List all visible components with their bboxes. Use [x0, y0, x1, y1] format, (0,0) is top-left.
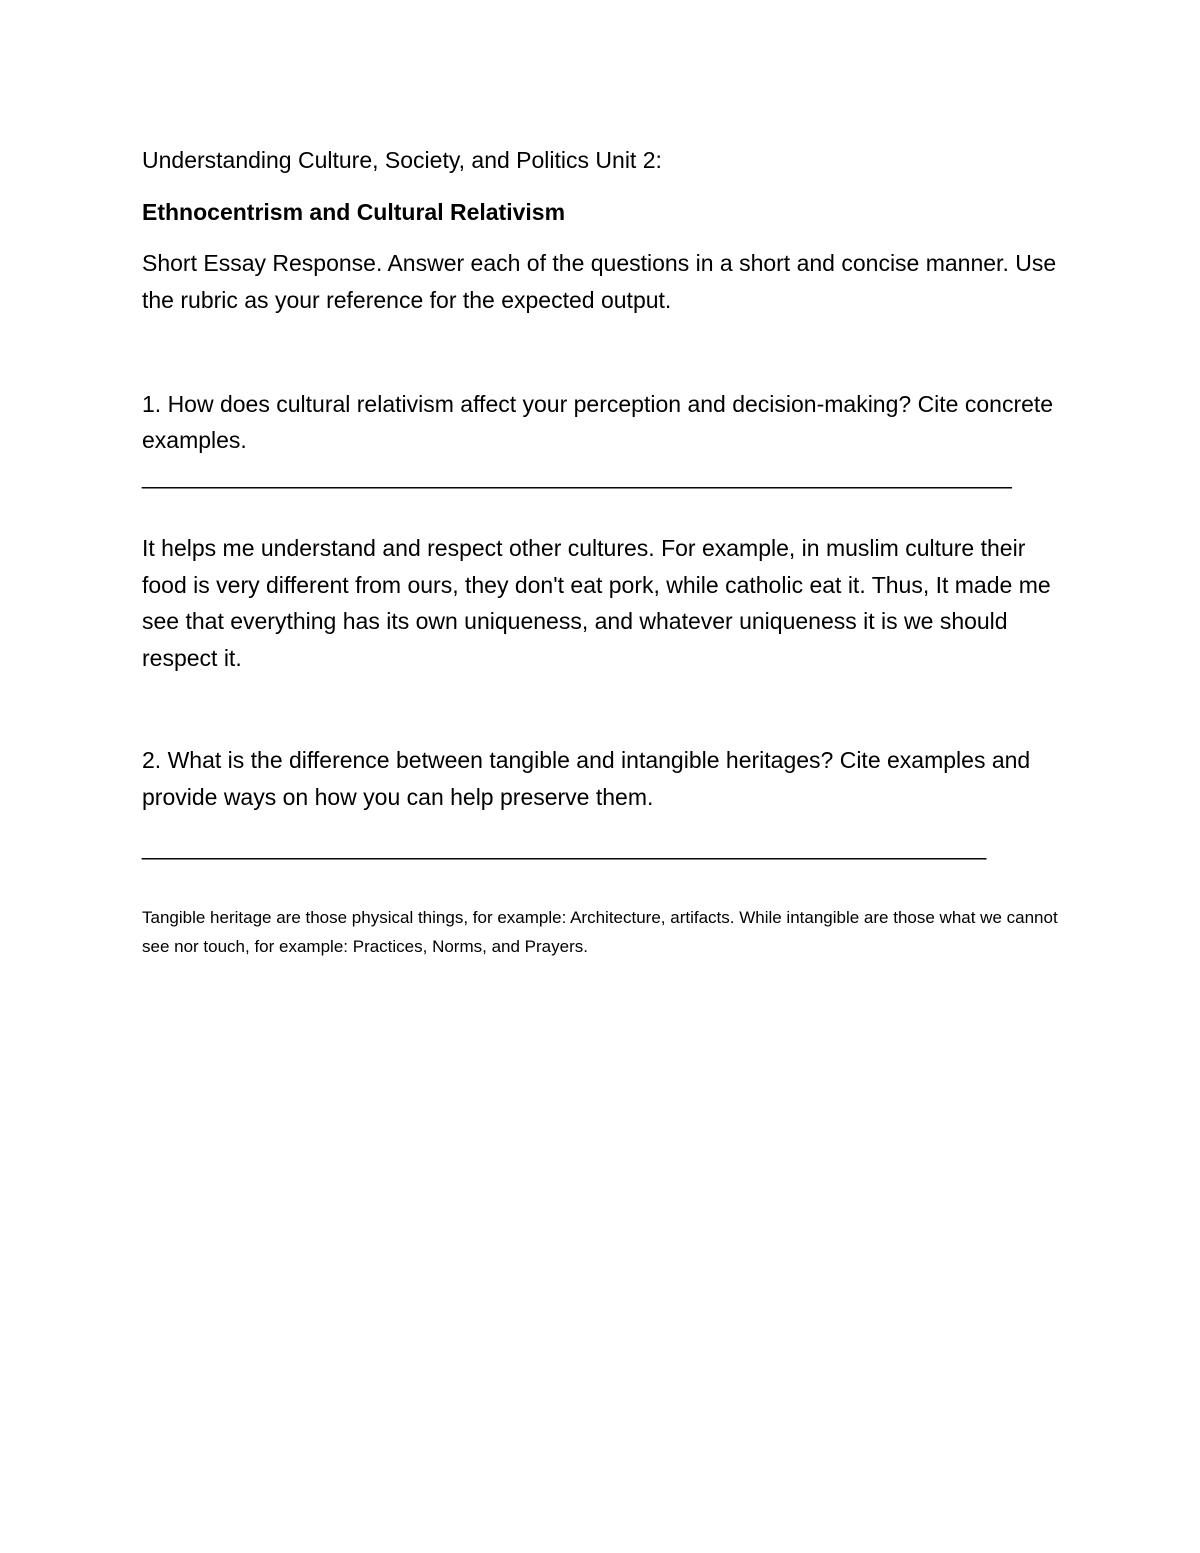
- answer-2: Tangible heritage are those physical things, for example: Architecture, artifacts. While intangible are those what we cannot see nor touch, for example: Practices, Norms, and Prayers.: [142, 908, 1058, 956]
- question-2: 2. What is the difference between tangible and intangible heritages? Cite examples and provide ways on how you can help preserve them.: [142, 747, 1031, 810]
- document-title: Understanding Culture, Society, and Politics Unit 2:: [142, 147, 662, 173]
- answer-line-2: __________________________________________________________________: [142, 834, 987, 860]
- answer-line-1: ____________________________________________________________________: [142, 463, 1012, 489]
- instructions-text: Short Essay Response. Answer each of the questions in a short and concise manner. Use the rubric as your reference for the expected output.: [142, 250, 1057, 313]
- document-heading: Ethnocentrism and Cultural Relativism: [142, 199, 566, 225]
- question-1: 1. How does cultural relativism affect your perception and decision-making? Cite concrete examples.: [142, 391, 1054, 453]
- answer-1: It helps me understand and respect other cultures. For example, in muslim culture their food is very different from ours, they don't eat pork, while catholic eat it. Thus, It made me see that everything has its own uniqueness, and whatever uniqueness it is we should respect it.: [142, 535, 1051, 671]
